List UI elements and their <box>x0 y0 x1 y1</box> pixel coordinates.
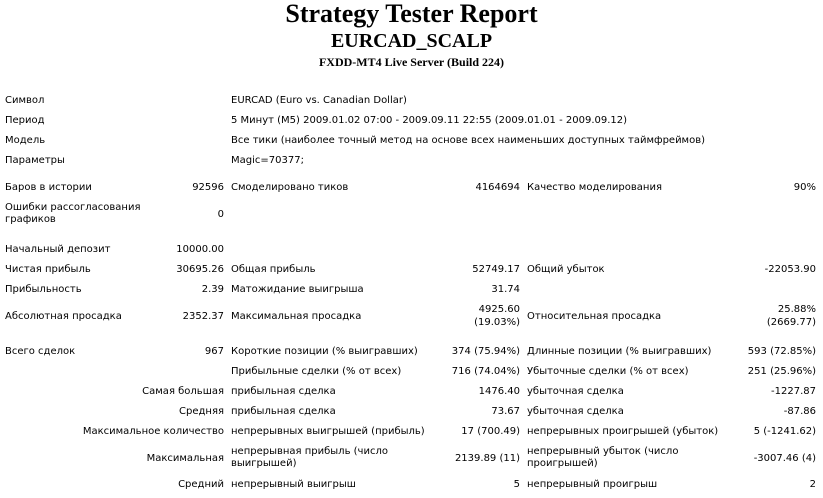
profit-trades-label: Прибыльные сделки (% от всех) <box>231 366 402 377</box>
ticks-label: Смоделировано тиков <box>231 182 349 193</box>
model-value: Все тики (наиболее точный метод на основе всех наименьших доступных таймфреймов) <box>231 135 706 146</box>
average-profit-label: прибыльная сделка <box>231 406 336 417</box>
largest-label: Самая большая <box>142 386 224 397</box>
net-profit-value: 30695.26 <box>176 264 224 275</box>
rel-drawdown-label: Относительная просадка <box>527 311 662 322</box>
quality-label: Качество моделирования <box>527 182 662 193</box>
profit-factor-value: 2.39 <box>201 284 224 295</box>
profit-trades-value: 716 (74.04%) <box>451 366 520 377</box>
largest-loss-value: -1227.87 <box>771 386 816 397</box>
ticks-value: 4164694 <box>475 182 520 193</box>
bars-value: 92596 <box>192 182 224 193</box>
max-cons-losses-label: непрерывных проигрышей (убыток) <box>527 426 719 437</box>
max-drawdown-value: 4925.60 <box>478 304 520 315</box>
average-loss-label: убыточная сделка <box>527 406 624 417</box>
profit-factor-label: Прибыльность <box>5 284 82 295</box>
average-loss-value: -87.86 <box>783 406 816 417</box>
max-cons-loss-value: -3007.46 (4) <box>753 453 816 464</box>
deposit-value: 10000.00 <box>176 244 224 255</box>
params-value: Magic=70377; <box>231 155 304 166</box>
ea-name: EURCAD_SCALP <box>330 30 493 52</box>
avg-cons-losses-label: непрерывный проигрыш <box>527 479 658 490</box>
gross-profit-label: Общая прибыль <box>231 264 316 275</box>
avg-label: Средний <box>178 479 224 490</box>
net-profit-label: Чистая прибыль <box>5 264 91 275</box>
avg-cons-losses-value: 2 <box>809 479 816 490</box>
avg-cons-wins-label: непрерывный выигрыш <box>231 479 356 490</box>
max-count-label: Максимальное количество <box>82 426 224 437</box>
max-cons-wins-label: непрерывных выигрышей (прибыль) <box>231 426 425 437</box>
loss-trades-value: 251 (25.96%) <box>747 366 816 377</box>
period-label: Период <box>5 115 45 126</box>
symbol-value: EURCAD (Euro vs. Canadian Dollar) <box>231 95 407 106</box>
max-cons-profit-value: 2139.89 (11) <box>454 453 520 464</box>
max-cons-losses-value: 5 (-1241.62) <box>753 426 816 437</box>
short-positions-value: 374 (75.94%) <box>451 346 520 357</box>
rel-drawdown-percent: 25.88% <box>777 304 816 315</box>
gross-loss-value: -22053.90 <box>764 264 816 275</box>
largest-loss-label: убыточная сделка <box>527 386 624 397</box>
abs-drawdown-value: 2352.37 <box>182 311 224 322</box>
expected-payoff-value: 31.74 <box>491 284 520 295</box>
max-cons-wins-value: 17 (700.49) <box>461 426 520 437</box>
quality-value: 90% <box>793 182 816 193</box>
abs-drawdown-label: Абсолютная просадка <box>5 311 122 322</box>
avg-cons-wins-value: 5 <box>513 479 520 490</box>
largest-profit-label: прибыльная сделка <box>231 386 336 397</box>
maximal-label: Максимальная <box>146 453 224 464</box>
mismatch-value: 0 <box>217 209 224 220</box>
average-profit-value: 73.67 <box>491 406 520 417</box>
max-cons-profit-label: непрерывная прибыль (число выигрышей) <box>231 446 388 469</box>
params-label: Параметры <box>5 155 65 166</box>
expected-payoff-label: Матожидание выигрыша <box>231 284 364 295</box>
average-label: Средняя <box>179 406 224 417</box>
total-trades-value: 967 <box>204 346 224 357</box>
loss-trades-label: Убыточные сделки (% от всех) <box>527 366 689 377</box>
largest-profit-value: 1476.40 <box>478 386 520 397</box>
max-drawdown-label: Максимальная просадка <box>231 311 362 322</box>
symbol-label: Символ <box>5 95 45 106</box>
gross-profit-value: 52749.17 <box>472 264 520 275</box>
mismatch-label: Ошибки рассогласования графиков <box>5 202 141 225</box>
long-positions-value: 593 (72.85%) <box>747 346 816 357</box>
long-positions-label: Длинные позиции (% выигравших) <box>527 346 712 357</box>
report-title: Strategy Tester Report <box>285 0 538 28</box>
short-positions-label: Короткие позиции (% выигравших) <box>231 346 418 357</box>
model-label: Модель <box>5 135 46 146</box>
bars-label: Баров в истории <box>5 182 92 193</box>
deposit-label: Начальный депозит <box>5 244 111 255</box>
rel-drawdown-value: (2669.77) <box>766 317 816 328</box>
max-cons-loss-label: непрерывный убыток (число проигрышей) <box>527 446 679 469</box>
total-trades-label: Всего сделок <box>5 346 76 357</box>
period-value: 5 Минут (M5) 2009.01.02 07:00 - 2009.09.11 22:55 (2009.01.01 - 2009.09.12) <box>231 115 628 126</box>
gross-loss-label: Общий убыток <box>527 264 605 275</box>
max-drawdown-percent: (19.03%) <box>474 317 520 328</box>
server-name: FXDD-MT4 Live Server (Build 224) <box>318 55 505 69</box>
